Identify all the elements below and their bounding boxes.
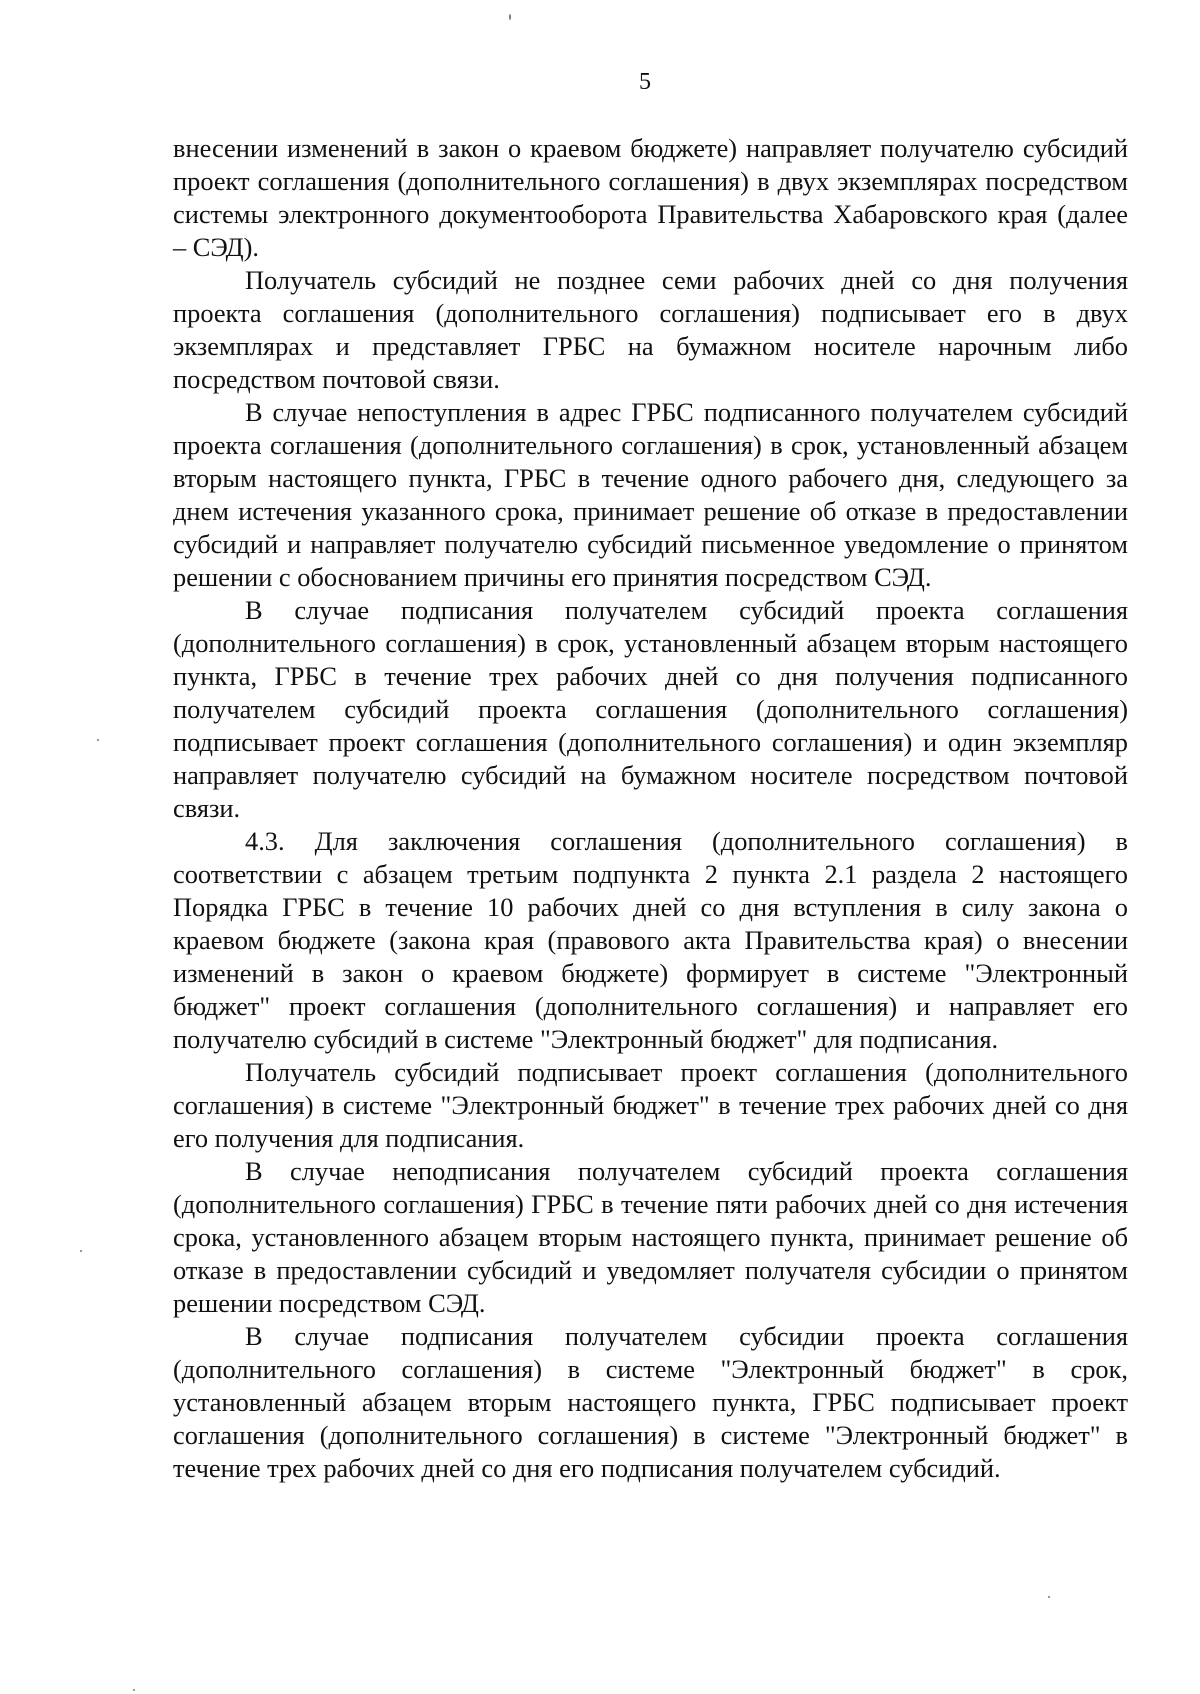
scan-speck — [133, 1689, 135, 1691]
paragraph: В случае непоступления в адрес ГРБС подписанного получателем субсидий проекта соглашения (дополнительного соглашения) в срок, установленный абзацем вторым настоящего пункта, ГРБС в течение одного рабочего дня, следующего за днем истечения указанного срока, принимает решение об отказе в предоставлении субсидий и направляет получателю субсидий письменное уведомление о принятом решении с обоснованием причины его принятия посредством СЭД. — [173, 397, 1128, 592]
scan-speck — [80, 1250, 82, 1252]
document-body — [173, 132, 1128, 1485]
paragraph: В случае подписания получателем субсидии проекта соглашения (дополнительного соглашения) в системе "Электронный бюджет" в срок, установленный абзацем вторым настоящего пункта, ГРБС подписывает проект соглашения (дополнительного соглашения) в системе "Электронный бюджет" в течение трех рабочих дней со дня его подписания получателем субсидий. — [173, 1321, 1128, 1483]
paragraph: В случае подписания получателем субсидий проекта соглашения (дополнительного соглашения) в срок, установленный абзацем вторым настоящего пункта, ГРБС в течение трех рабочих дней со дня получения подписанного получателем субсидий проекта соглашения (дополнительного соглашения) подписывает проект соглашения (дополнительного соглашения) и один экземпляр направляет получателю субсидий на бумажном носителе посредством почтовой связи. — [173, 595, 1128, 823]
paragraph: Получатель субсидий не позднее семи рабочих дней со дня получения проекта соглашения (дополнительного соглашения) подписывает его в двух экземплярах и представляет ГРБС на бумажном носителе нарочным либо посредством почтовой связи. — [173, 265, 1128, 394]
section-paragraph-4-3: 4.3. Для заключения соглашения (дополнительного соглашения) в соответствии с абзацем третьим подпункта 2 пункта 2.1 раздела 2 настоящего Порядка ГРБС в течение 10 рабочих дней со дня вступления в силу закона о краевом бюджете (закона края (правового акта Правительства края) о внесении изменений в закон о краевом бюджете) формирует в системе "Электронный бюджет" проект соглашения (дополнительного соглашения) и направляет его получателю субсидий в системе "Электронный бюджет" для подписания. — [173, 826, 1128, 1054]
page-number: 5 — [639, 69, 651, 95]
scan-speck — [509, 14, 511, 20]
paragraph: внесении изменений в закон о краевом бюджете) направляет получателю субсидий проект соглашения (дополнительного соглашения) в двух экземплярах посредством системы электронного документооборота Правительства Хабаровского края (далее – СЭД). — [173, 133, 1128, 262]
paragraph: В случае неподписания получателем субсидий проекта соглашения (дополнительного соглашения) ГРБС в течение пяти рабочих дней со дня истечения срока, установленного абзацем вторым настоящего пункта, принимает решение об отказе в предоставлении субсидий и уведомляет получателя субсидии о принятом решении посредством СЭД. — [173, 1156, 1128, 1318]
scan-speck — [1048, 1596, 1050, 1598]
scan-speck — [97, 739, 99, 741]
paragraph: Получатель субсидий подписывает проект соглашения (дополнительного соглашения) в системе "Электронный бюджет" в течение трех рабочих дней со дня его получения для подписания. — [173, 1057, 1128, 1153]
